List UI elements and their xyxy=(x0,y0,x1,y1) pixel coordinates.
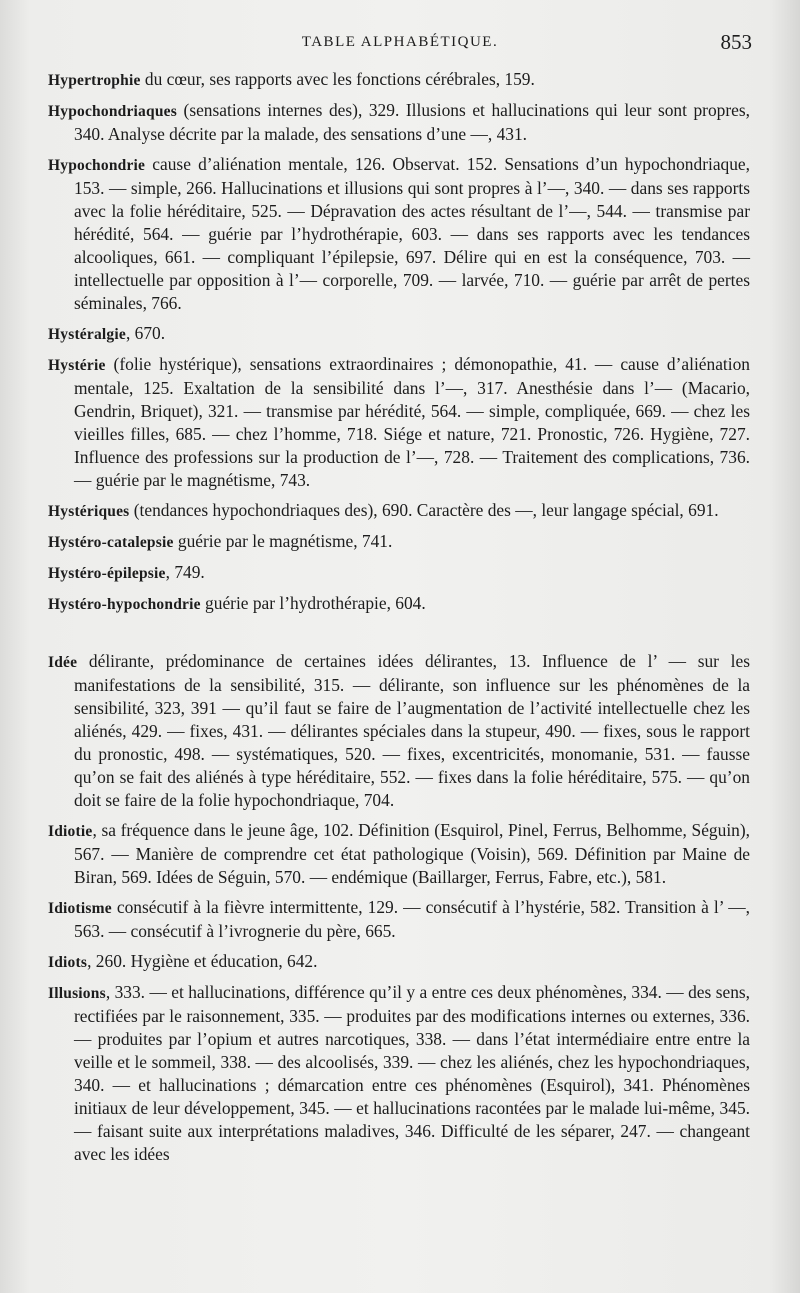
entry-headword: Hystérie xyxy=(48,357,106,374)
entry-text: (tendances hypochondriaques des), 690. Caractère des —, leur langage spécial, 691. xyxy=(129,500,719,520)
header-title: TABLE ALPHABÉTIQUE. xyxy=(301,34,499,50)
index-entry xyxy=(48,592,750,616)
entry-headword: Illusions xyxy=(48,985,106,1002)
entry-headword: Hystéro-épilepsie xyxy=(48,565,166,582)
entry-headword: Hystériques xyxy=(48,503,130,520)
entry-headword: Idée xyxy=(48,654,78,671)
entry-headword: Hystéro-hypochondrie xyxy=(48,596,201,613)
index-entry xyxy=(48,353,750,492)
entry-text: , 749. xyxy=(165,562,205,582)
entry-headword: Hypochondriaques xyxy=(48,103,177,120)
entry-text: (folie hystérique), sensations extraordinaires ; démonopathie, 41. — cause d’aliénation mentale, 125. Exaltation de la sensibilité dans l’—, 317. Anesthésie dans l’— (Macario, Gendrin, Briquet), 321. — transmise par hérédité, 564. — simple, compliquée, 669. — chez les vieilles filles, 685. — chez l’homme, 718. Siége et nature, 721. Pronostic, 726. Hygiène, 727. Influence des professions sur la production de l’—, 728. — Traitement des complications, 736. — guérie par le magnétisme, 743. xyxy=(74,354,750,490)
entry-headword: Hystéralgie xyxy=(48,326,126,343)
index-entry xyxy=(48,650,750,812)
entry-headword: Hypertrophie xyxy=(48,72,141,89)
index-body xyxy=(48,68,750,1173)
entry-text: guérie par l’hydrothérapie, 604. xyxy=(200,593,426,613)
index-entry xyxy=(48,153,750,315)
running-header xyxy=(0,30,800,60)
entry-headword: Idiotisme xyxy=(48,900,112,917)
entry-text: consécutif à la fièvre intermittente, 129. — consécutif à l’hystérie, 582. Transition à l’ —, 563. — consécutif à l’ivrognerie du père, 665. xyxy=(74,897,750,941)
index-entry xyxy=(48,530,750,554)
page-number: 853 xyxy=(720,30,752,54)
index-entry xyxy=(48,561,750,585)
index-entry xyxy=(48,896,750,943)
entry-headword: Hypochondrie xyxy=(48,157,146,174)
entry-text: , 260. Hygiène et éducation, 642. xyxy=(87,951,318,971)
index-entry xyxy=(48,499,750,523)
entry-text: délirante, prédominance de certaines idées délirantes, 13. Influence de l’ — sur les manifestations de la sensibilité, 315. — délirante, son influence sur les phénomènes de la sensibilité, 323, 391 — qu’il faut se faire de l’augmentation de l’activité intellectuelle chez les aliénés, 429. — fixes, 431. — délirantes spéciales dans la stupeur, 490. — fixes, sous le rapport du pronostic, 498. — systématiques, 520. — fixes, excentricités, monomanie, 531. — fausse qu’on se fait des aliénés à type héréditaire, 552. — fixes dans la folie héréditaire, 575. — qu’on doit se faire de la folie hypochondriaque, 704. xyxy=(74,651,750,810)
entry-text: guérie par le magnétisme, 741. xyxy=(173,531,393,551)
entry-headword: Hystéro-catalepsie xyxy=(48,534,174,551)
index-entry xyxy=(48,68,750,92)
entry-headword: Idiotie xyxy=(48,823,93,840)
index-entry xyxy=(48,322,750,346)
entry-text: , 333. — et hallucinations, différence qu’il y a entre ces deux phénomènes, 334. — des sens, rectifiées par le raisonnement, 335. — produites par des modifications internes ou externes, 336. — produites par l’opium et autres narcotiques, 338. — dans l’état intermédiaire entre entre la veille et le sommeil, 338. — des alcoolisés, 339. — chez les aliénés, chez les hypochondriaques, 340. — et hallucinations ; démarcation entre ces phénomènes (Esquirol), 341. Phénomènes initiaux de leur développement, 345. — et hallucinations racontées par le malade lui-même, 345. — faisant suite aux interprétations maladives, 346. Difficulté de les séparer, 247. — changeant avec les idées xyxy=(74,982,750,1164)
entry-text: , 670. xyxy=(125,323,166,343)
index-entry xyxy=(48,99,750,146)
entry-text: (sensations internes des), 329. Illusions et hallucinations qui leur sont propres, 340. Analyse décrite par la malade, des sensations d’une —, 431. xyxy=(74,100,750,144)
entry-headword: Idiots xyxy=(48,954,88,971)
entry-text: du cœur, ses rapports avec les fonctions cérébrales, 159. xyxy=(140,69,535,89)
entry-text: cause d’aliénation mentale, 126. Observat. 152. Sensations d’un hypochondriaque, 153. — simple, 266. Hallucinations et illusions qui sont propres à l’—, 340. — dans ses rapports avec la folie héréditaire, 525. — Dépravation des actes résultant de l’—, 544. — transmise par hérédité, 564. — guérie par l’hydrothérapie, 603. — dans ses rapports avec les tendances alcooliques, 661. — compliquant l’épilepsie, 697. Délire qui en est la conséquence, 703. — intellectuelle par opposition à l’— corporelle, 709. — larvée, 710. — guérie par arrêt de pertes séminales, 766. xyxy=(74,154,750,313)
index-entry xyxy=(48,950,750,974)
index-entry xyxy=(48,981,750,1166)
index-entry xyxy=(48,819,750,889)
entry-text: , sa fréquence dans le jeune âge, 102. Définition (Esquirol, Pinel, Ferrus, Belhomme, Séguin), 567. — Manière de comprendre cet état pathologique (Voisin), 569. Définition par Maine de Biran, 569. Idées de Séguin, 570. — endémique (Baillarger, Ferrus, Fabre, etc.), 581. xyxy=(74,820,750,887)
